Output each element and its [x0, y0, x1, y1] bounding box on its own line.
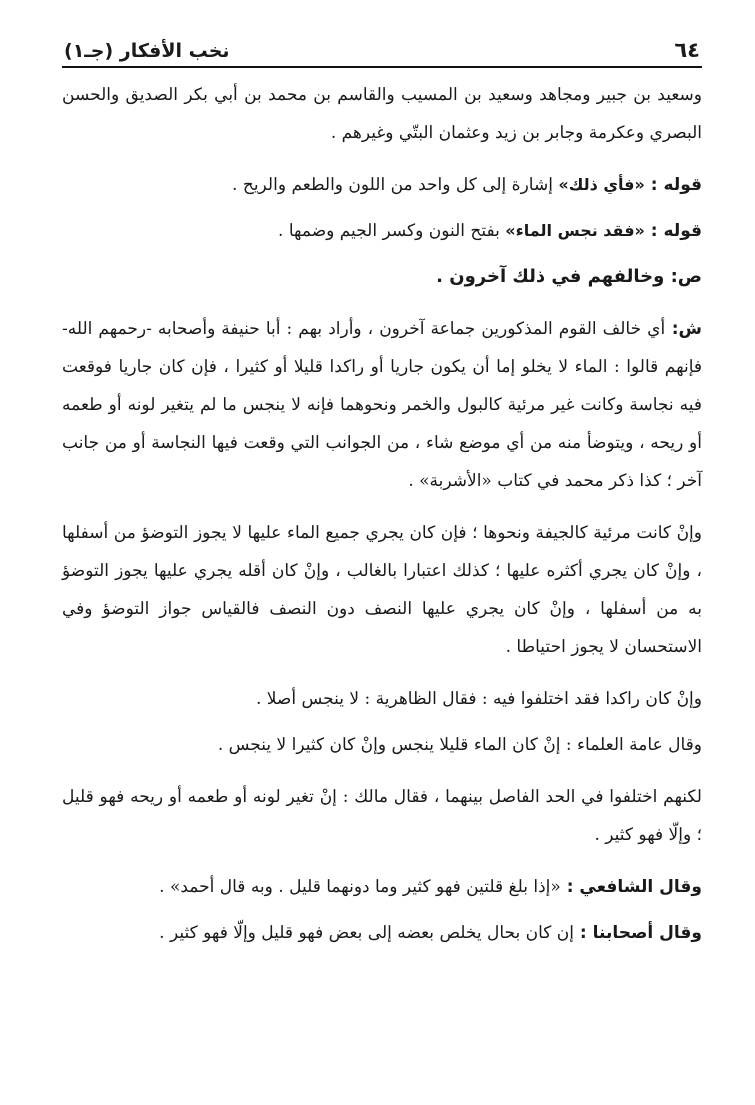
quoted-phrase: «فأي ذلك» — [558, 175, 645, 194]
paragraph-lead: قوله : — [644, 175, 702, 195]
paragraph-1 — [62, 76, 702, 152]
paragraph-text: أي خالف القوم المذكورين جماعة آخرون ، وأراد بهم : أبا حنيفة وأصحابه -رحمهم الله- فإنهم قالوا : الماء لا يخلو إما أن يكون جاريا أو راكدا قليلا أو كثيرا ، فإن كان جاريا فوقعت فيه نجاسة وكانت غير مرئية كالبول والخمر ونحوهما فإنه لا ينجس ما لم يتغير لونه أو طعمه أو ريحه ، ويتوضأ منه من أي موضع شاء ، من الجوانب التي وقعت فيها النجاسة أو من جانب آخر ؛ كذا ذكر محمد في كتاب «الأشربة» . — [62, 319, 702, 491]
matn-heading: ص: وخالفهم في ذلك آخرون . — [436, 266, 702, 287]
paragraph-lead: وقال أصحابنا : — [574, 923, 702, 943]
paragraph-text: وسعيد بن جبير ومجاهد وسعيد بن المسيب والقاسم بن محمد بن أبي بكر الصديق والحسن البصري وعكرمة وجابر بن زيد وعثمان البتّي وغيرهم . — [62, 85, 702, 143]
paragraph-6 — [62, 514, 702, 666]
paragraph-text: «إذا بلغ قلتين فهو كثير وما دونهما قليل . وبه قال أحمد» . — [159, 877, 561, 897]
running-header — [62, 28, 702, 68]
page — [62, 28, 702, 960]
paragraph-4 — [62, 258, 702, 296]
running-title: نخب الأفكار (جـ١) — [64, 40, 230, 62]
paragraph-2 — [62, 166, 702, 204]
quoted-phrase: «فقد نجس الماء» — [505, 221, 645, 240]
paragraph-text: وإنْ كانت مرئية كالجيفة ونحوها ؛ فإن كان يجري جميع الماء عليها لا يجوز التوضؤ من أسفلها ، وإنْ كان يجري أكثره عليها ؛ كذلك اعتبارا بالغالب ، وإنْ كان أقله يجري عليها يجوز التوضؤ به من أسفلها ، وإنْ كان يجري عليها النصف دون النصف فالقياس جواز التوضؤ وفي الاستحسان لا يجوز احتياطا . — [62, 523, 702, 657]
paragraph-lead: قوله : — [644, 221, 702, 241]
paragraph-3 — [62, 212, 702, 250]
paragraph-text: لكنهم اختلفوا في الحد الفاصل بينهما ، فقال مالك : إنْ تغير لونه أو طعمه أو ريحه فهو قليل ؛ وإلّا فهو كثير . — [62, 787, 702, 845]
paragraph-7 — [62, 680, 702, 718]
paragraph-text: وقال عامة العلماء : إنْ كان الماء قليلا ينجس وإنْ كان كثيرا لا ينجس . — [217, 735, 702, 755]
paragraph-text: إن كان بحال يخلص بعضه إلى بعض فهو قليل وإلّا فهو كثير . — [159, 923, 575, 943]
body-text — [62, 76, 702, 952]
page-number: ٦٤ — [674, 38, 700, 62]
paragraph-8 — [62, 726, 702, 764]
paragraph-text: إشارة إلى كل واحد من اللون والطعم والريح . — [232, 175, 559, 195]
paragraph-11 — [62, 914, 702, 952]
paragraph-lead: وقال الشافعي : — [560, 877, 702, 897]
paragraph-5 — [62, 310, 702, 500]
paragraph-9 — [62, 778, 702, 854]
paragraph-10 — [62, 868, 702, 906]
paragraph-text: بفتح النون وكسر الجيم وضمها . — [278, 221, 506, 241]
paragraph-text: وإنْ كان راكدا فقد اختلفوا فيه : فقال الظاهرية : لا ينجس أصلا . — [255, 689, 702, 709]
paragraph-lead: ش: — [665, 319, 702, 339]
